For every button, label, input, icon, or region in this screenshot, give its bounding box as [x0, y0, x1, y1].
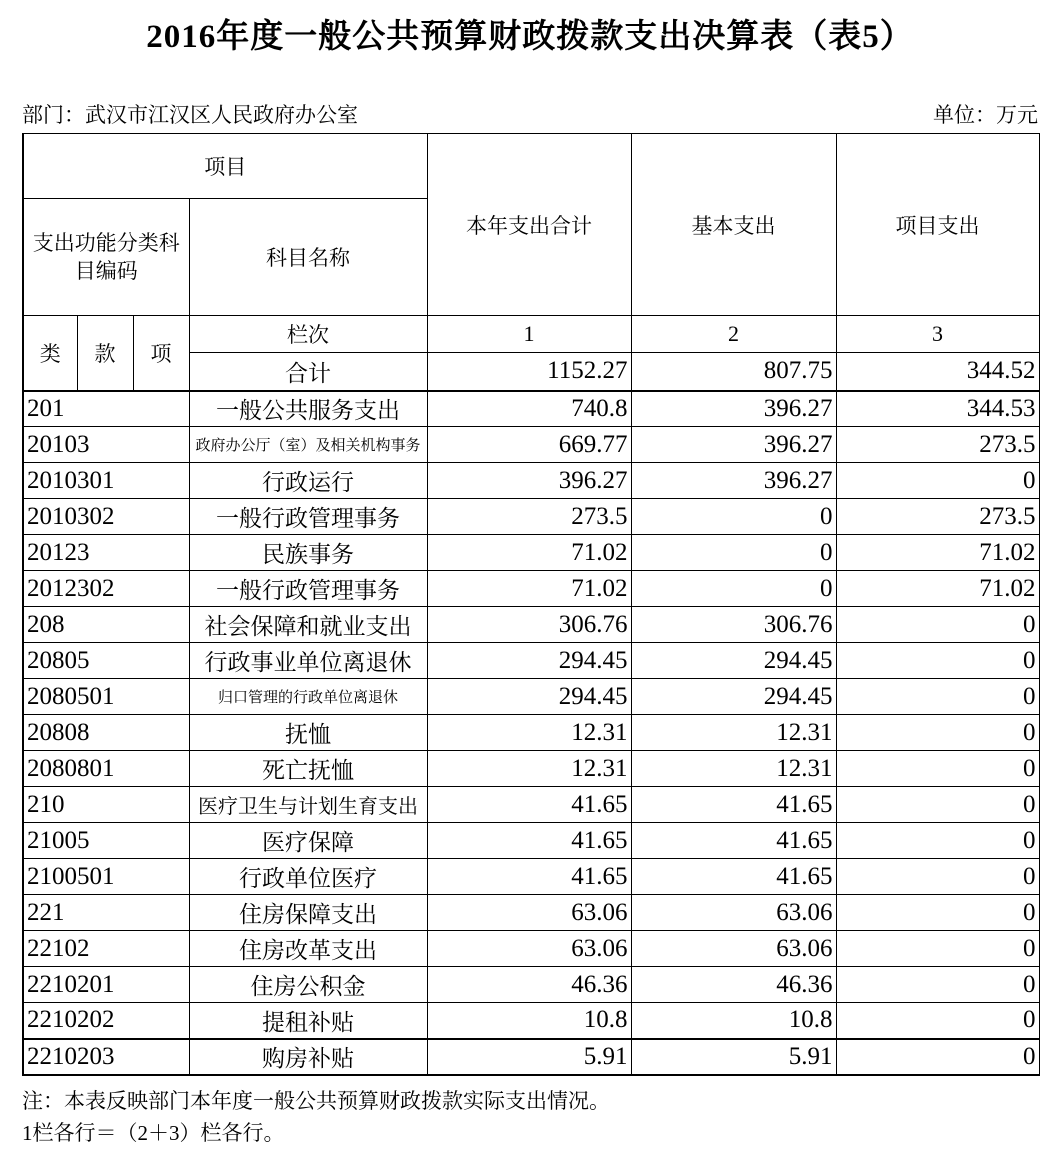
- value-cell: 0: [836, 787, 1039, 823]
- name-cell: 民族事务: [189, 535, 427, 571]
- value-cell: 63.06: [427, 931, 631, 967]
- value-cell: 0: [836, 967, 1039, 1003]
- table-row: [23, 751, 1039, 787]
- value-cell: 10.8: [631, 1003, 836, 1039]
- name-cell: 一般行政管理事务: [189, 499, 427, 535]
- table-row: [23, 931, 1039, 967]
- table-row: [23, 499, 1039, 535]
- code-cell: 2080501: [23, 679, 189, 715]
- name-cell: 住房保障支出: [189, 895, 427, 931]
- value-cell: 0: [836, 463, 1039, 499]
- value-cell: 71.02: [836, 571, 1039, 607]
- value-cell: 63.06: [631, 895, 836, 931]
- code-cell: 210: [23, 787, 189, 823]
- header-col-no-3: 3: [836, 316, 1039, 353]
- table-row: [23, 1003, 1039, 1039]
- page: [0, 16, 1060, 1159]
- code-cell: 208: [23, 607, 189, 643]
- code-cell: 20805: [23, 643, 189, 679]
- code-cell: 20123: [23, 535, 189, 571]
- value-cell: 71.02: [427, 535, 631, 571]
- name-cell: 归口管理的行政单位离退休: [189, 679, 427, 715]
- total-label: 合计: [189, 353, 427, 391]
- table-row: [23, 391, 1039, 427]
- table-row: [23, 571, 1039, 607]
- header-lanci: 栏次: [189, 316, 427, 353]
- table-row: [23, 895, 1039, 931]
- code-cell: 20808: [23, 715, 189, 751]
- value-cell: 0: [836, 715, 1039, 751]
- value-cell: 0: [836, 1039, 1039, 1075]
- header-project: 项目: [23, 134, 427, 199]
- header-col-total-year: 本年支出合计: [427, 134, 631, 316]
- code-cell: 2010302: [23, 499, 189, 535]
- value-cell: 41.65: [631, 823, 836, 859]
- code-cell: 201: [23, 391, 189, 427]
- code-cell: 2100501: [23, 859, 189, 895]
- value-cell: 12.31: [631, 715, 836, 751]
- name-cell: 一般公共服务支出: [189, 391, 427, 427]
- code-cell: 20103: [23, 427, 189, 463]
- table-row: [23, 427, 1039, 463]
- total-value-3: 344.52: [836, 353, 1039, 391]
- table-row: [23, 463, 1039, 499]
- name-cell: 住房改革支出: [189, 931, 427, 967]
- value-cell: 71.02: [427, 571, 631, 607]
- value-cell: 12.31: [427, 751, 631, 787]
- value-cell: 0: [836, 859, 1039, 895]
- name-cell: 行政单位医疗: [189, 859, 427, 895]
- value-cell: 396.27: [631, 463, 836, 499]
- value-cell: 294.45: [631, 679, 836, 715]
- footnote-line: 1栏各行＝（2＋3）栏各行。: [22, 1120, 285, 1145]
- header-subject-name: 科目名称: [189, 199, 427, 316]
- value-cell: 46.36: [631, 967, 836, 1003]
- total-value-2: 807.75: [631, 353, 836, 391]
- name-cell: 医疗卫生与计划生育支出: [189, 787, 427, 823]
- value-cell: 396.27: [427, 463, 631, 499]
- name-cell: 行政事业单位离退休: [189, 643, 427, 679]
- code-cell: 2210203: [23, 1039, 189, 1075]
- total-value-1: 1152.27: [427, 353, 631, 391]
- value-cell: 63.06: [427, 895, 631, 931]
- code-cell: 221: [23, 895, 189, 931]
- code-cell: 22102: [23, 931, 189, 967]
- value-cell: 5.91: [631, 1039, 836, 1075]
- value-cell: 344.53: [836, 391, 1039, 427]
- value-cell: 396.27: [631, 427, 836, 463]
- name-cell: 购房补贴: [189, 1039, 427, 1075]
- code-cell: 2010301: [23, 463, 189, 499]
- table-row: [23, 715, 1039, 751]
- header-section: 款: [77, 316, 133, 391]
- value-cell: 294.45: [427, 679, 631, 715]
- value-cell: 5.91: [427, 1039, 631, 1075]
- table-row: [23, 643, 1039, 679]
- unit-label: 单位：万元: [933, 102, 1038, 127]
- value-cell: 0: [836, 895, 1039, 931]
- value-cell: 273.5: [427, 499, 631, 535]
- page-title: 2016年度一般公共预算财政拨款支出决算表（表5）: [146, 19, 914, 55]
- value-cell: 12.31: [631, 751, 836, 787]
- header-col-basic: 基本支出: [631, 134, 836, 316]
- value-cell: 306.76: [631, 607, 836, 643]
- header-col-project-expense: 项目支出: [836, 134, 1039, 316]
- name-cell: 政府办公厅（室）及相关机构事务: [189, 427, 427, 463]
- table-row: [23, 859, 1039, 895]
- header-class: 类: [23, 316, 77, 391]
- value-cell: 63.06: [631, 931, 836, 967]
- value-cell: 0: [631, 499, 836, 535]
- budget-table: [22, 133, 1040, 1076]
- header-item: 项: [133, 316, 189, 391]
- value-cell: 46.36: [427, 967, 631, 1003]
- value-cell: 0: [836, 643, 1039, 679]
- table-row: [23, 679, 1039, 715]
- footnotes: [22, 1085, 1038, 1149]
- table-row: [23, 1039, 1039, 1075]
- name-cell: 行政运行: [189, 463, 427, 499]
- table-row: [23, 967, 1039, 1003]
- value-cell: 0: [631, 535, 836, 571]
- value-cell: 0: [631, 571, 836, 607]
- value-cell: 740.8: [427, 391, 631, 427]
- name-cell: 医疗保障: [189, 823, 427, 859]
- name-cell: 抚恤: [189, 715, 427, 751]
- name-cell: 死亡抚恤: [189, 751, 427, 787]
- value-cell: 10.8: [427, 1003, 631, 1039]
- header-row-lanci: [23, 316, 1039, 353]
- name-cell: 社会保障和就业支出: [189, 607, 427, 643]
- name-cell: 一般行政管理事务: [189, 571, 427, 607]
- value-cell: 273.5: [836, 427, 1039, 463]
- value-cell: 41.65: [631, 859, 836, 895]
- header-col-no-2: 2: [631, 316, 836, 353]
- value-cell: 41.65: [631, 787, 836, 823]
- name-cell: 住房公积金: [189, 967, 427, 1003]
- department-label: 部门：武汉市江汉区人民政府办公室: [22, 102, 358, 127]
- header-code: 支出功能分类科目编码: [23, 199, 189, 316]
- table-row: [23, 787, 1039, 823]
- value-cell: 0: [836, 823, 1039, 859]
- code-cell: 2210202: [23, 1003, 189, 1039]
- value-cell: 669.77: [427, 427, 631, 463]
- code-cell: 21005: [23, 823, 189, 859]
- value-cell: 0: [836, 1003, 1039, 1039]
- code-cell: 2080801: [23, 751, 189, 787]
- value-cell: 0: [836, 679, 1039, 715]
- value-cell: 41.65: [427, 823, 631, 859]
- value-cell: 12.31: [427, 715, 631, 751]
- value-cell: 41.65: [427, 787, 631, 823]
- value-cell: 0: [836, 751, 1039, 787]
- name-cell: 提租补贴: [189, 1003, 427, 1039]
- value-cell: 273.5: [836, 499, 1039, 535]
- value-cell: 0: [836, 607, 1039, 643]
- value-cell: 41.65: [427, 859, 631, 895]
- meta-row: [22, 103, 1038, 128]
- table-row: [23, 535, 1039, 571]
- value-cell: 396.27: [631, 391, 836, 427]
- value-cell: 294.45: [427, 643, 631, 679]
- code-cell: 2012302: [23, 571, 189, 607]
- header-col-no-1: 1: [427, 316, 631, 353]
- footnote-line: 注：本表反映部门本年度一般公共预算财政拨款实际支出情况。: [22, 1088, 610, 1113]
- code-cell: 2210201: [23, 967, 189, 1003]
- value-cell: 0: [836, 931, 1039, 967]
- value-cell: 306.76: [427, 607, 631, 643]
- value-cell: 71.02: [836, 535, 1039, 571]
- header-row-project: [23, 134, 1039, 199]
- table-row: [23, 607, 1039, 643]
- value-cell: 294.45: [631, 643, 836, 679]
- table-row: [23, 823, 1039, 859]
